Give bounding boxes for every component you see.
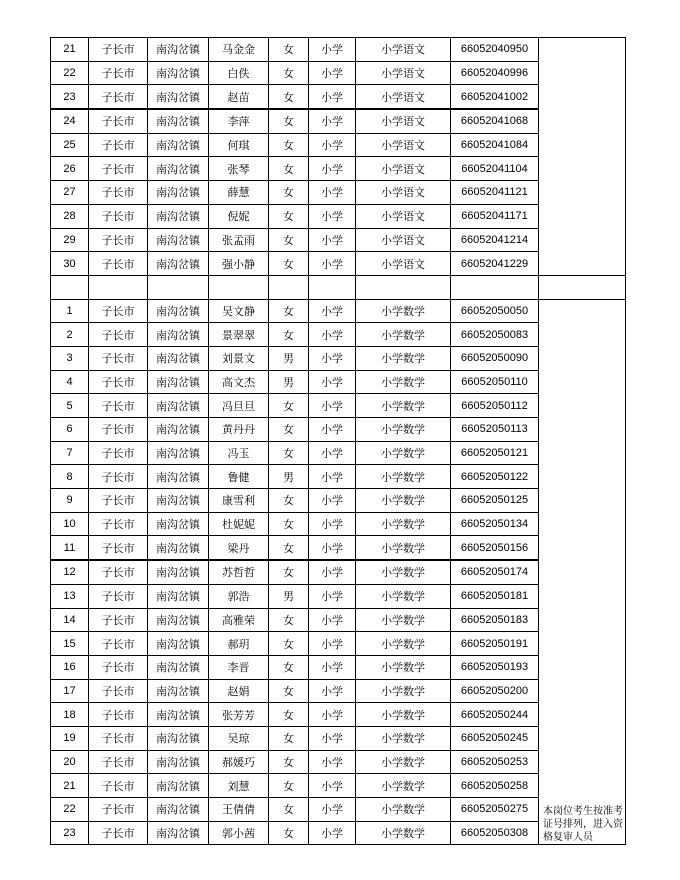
cell-level: 小学	[309, 418, 356, 442]
cell-town: 南沟岔镇	[148, 323, 209, 347]
cell-town: 南沟岔镇	[148, 61, 209, 85]
cell-city: 子长市	[89, 299, 148, 323]
cell-level: 小学	[309, 370, 356, 394]
cell-town: 南沟岔镇	[148, 608, 209, 632]
cell-level: 小学	[309, 798, 356, 822]
remark-text: 本岗位考生按准考证号排列，进入资格复审人员	[543, 806, 623, 844]
cell-name: 刘慧	[209, 774, 269, 798]
cell-city: 子长市	[89, 157, 148, 181]
cell-name: 郝媛巧	[209, 750, 269, 774]
cell-no: 27	[51, 181, 89, 205]
cell-name: 李萍	[209, 109, 269, 133]
cell-subject: 小学数学	[356, 346, 451, 370]
table-row	[51, 299, 626, 323]
cell-city: 子长市	[89, 821, 148, 845]
cell-level: 小学	[309, 655, 356, 679]
cell-subject: 小学数学	[356, 750, 451, 774]
cell-gender: 女	[269, 489, 309, 513]
cell-name: 赵娟	[209, 679, 269, 703]
remark-cell-section1	[539, 38, 626, 276]
cell-city: 子长市	[89, 679, 148, 703]
cell-name: 强小静	[209, 252, 269, 276]
cell-id: 66052041121	[451, 181, 539, 205]
cell-level: 小学	[309, 489, 356, 513]
spacer-row	[51, 275, 626, 299]
cell-subject: 小学数学	[356, 798, 451, 822]
cell-city: 子长市	[89, 703, 148, 727]
cell-city: 子长市	[89, 608, 148, 632]
cell-gender: 男	[269, 465, 309, 489]
cell-subject: 小学数学	[356, 821, 451, 845]
cell-subject: 小学数学	[356, 774, 451, 798]
cell-name: 吴文静	[209, 299, 269, 323]
cell-no: 14	[51, 608, 89, 632]
cell-level: 小学	[309, 821, 356, 845]
cell-town: 南沟岔镇	[148, 38, 209, 62]
cell-subject: 小学数学	[356, 512, 451, 536]
cell-id: 66052050121	[451, 441, 539, 465]
cell-town: 南沟岔镇	[148, 703, 209, 727]
cell-id: 66052050174	[451, 560, 539, 584]
cell-town: 南沟岔镇	[148, 655, 209, 679]
cell-city: 子长市	[89, 370, 148, 394]
cell-no: 23	[51, 821, 89, 845]
cell-town: 南沟岔镇	[148, 157, 209, 181]
cell-gender: 女	[269, 512, 309, 536]
cell-level: 小学	[309, 85, 356, 109]
cell-level: 小学	[309, 299, 356, 323]
cell-city: 子长市	[89, 204, 148, 228]
cell-no: 18	[51, 703, 89, 727]
cell-id: 66052050110	[451, 370, 539, 394]
cell-name: 倪妮	[209, 204, 269, 228]
cell-city: 子长市	[89, 726, 148, 750]
empty-cell	[269, 275, 309, 299]
cell-level: 小学	[309, 679, 356, 703]
cell-id: 66052050200	[451, 679, 539, 703]
cell-level: 小学	[309, 323, 356, 347]
cell-id: 66052040950	[451, 38, 539, 62]
cell-subject: 小学语文	[356, 85, 451, 109]
cell-gender: 女	[269, 109, 309, 133]
cell-id: 66052041229	[451, 252, 539, 276]
cell-no: 8	[51, 465, 89, 489]
cell-level: 小学	[309, 536, 356, 560]
cell-city: 子长市	[89, 61, 148, 85]
cell-city: 子长市	[89, 489, 148, 513]
empty-cell	[539, 275, 626, 299]
cell-town: 南沟岔镇	[148, 726, 209, 750]
remark-cell	[539, 299, 626, 845]
cell-name: 郝玥	[209, 632, 269, 656]
cell-subject: 小学数学	[356, 679, 451, 703]
cell-city: 子长市	[89, 85, 148, 109]
cell-town: 南沟岔镇	[148, 204, 209, 228]
cell-subject: 小学语文	[356, 228, 451, 252]
cell-town: 南沟岔镇	[148, 632, 209, 656]
cell-subject: 小学数学	[356, 441, 451, 465]
cell-id: 66052050113	[451, 418, 539, 442]
cell-subject: 小学语文	[356, 61, 451, 85]
cell-id: 66052050275	[451, 798, 539, 822]
cell-id: 66052050090	[451, 346, 539, 370]
cell-city: 子长市	[89, 465, 148, 489]
cell-subject: 小学语文	[356, 204, 451, 228]
cell-city: 子长市	[89, 109, 148, 133]
cell-name: 鲁健	[209, 465, 269, 489]
cell-city: 子长市	[89, 632, 148, 656]
cell-city: 子长市	[89, 798, 148, 822]
cell-town: 南沟岔镇	[148, 774, 209, 798]
cell-gender: 女	[269, 798, 309, 822]
cell-town: 南沟岔镇	[148, 346, 209, 370]
cell-town: 南沟岔镇	[148, 252, 209, 276]
cell-no: 21	[51, 38, 89, 62]
cell-gender: 女	[269, 228, 309, 252]
cell-town: 南沟岔镇	[148, 418, 209, 442]
cell-city: 子长市	[89, 418, 148, 442]
cell-subject: 小学数学	[356, 418, 451, 442]
cell-subject: 小学数学	[356, 608, 451, 632]
cell-level: 小学	[309, 181, 356, 205]
candidate-table	[50, 37, 626, 845]
cell-name: 张芳芳	[209, 703, 269, 727]
cell-name: 冯玉	[209, 441, 269, 465]
cell-name: 高雅荣	[209, 608, 269, 632]
cell-gender: 女	[269, 703, 309, 727]
cell-gender: 女	[269, 133, 309, 157]
cell-level: 小学	[309, 204, 356, 228]
cell-subject: 小学数学	[356, 323, 451, 347]
cell-no: 5	[51, 394, 89, 418]
cell-subject: 小学数学	[356, 584, 451, 608]
cell-level: 小学	[309, 608, 356, 632]
cell-level: 小学	[309, 584, 356, 608]
cell-city: 子长市	[89, 228, 148, 252]
cell-no: 24	[51, 109, 89, 133]
cell-id: 66052050183	[451, 608, 539, 632]
cell-gender: 女	[269, 38, 309, 62]
cell-id: 66052041068	[451, 109, 539, 133]
page-bottom-margin	[0, 845, 680, 880]
cell-no: 17	[51, 679, 89, 703]
empty-cell	[309, 275, 356, 299]
cell-city: 子长市	[89, 584, 148, 608]
cell-id: 66052041104	[451, 157, 539, 181]
cell-name: 张孟雨	[209, 228, 269, 252]
cell-town: 南沟岔镇	[148, 750, 209, 774]
cell-level: 小学	[309, 560, 356, 584]
cell-gender: 女	[269, 204, 309, 228]
cell-no: 20	[51, 750, 89, 774]
cell-gender: 女	[269, 560, 309, 584]
cell-gender: 女	[269, 821, 309, 845]
cell-city: 子长市	[89, 252, 148, 276]
cell-id: 66052050125	[451, 489, 539, 513]
cell-subject: 小学语文	[356, 133, 451, 157]
cell-id: 66052050122	[451, 465, 539, 489]
cell-city: 子长市	[89, 536, 148, 560]
cell-level: 小学	[309, 133, 356, 157]
cell-city: 子长市	[89, 346, 148, 370]
cell-name: 赵苗	[209, 85, 269, 109]
cell-city: 子长市	[89, 394, 148, 418]
cell-gender: 女	[269, 323, 309, 347]
cell-id: 66052050244	[451, 703, 539, 727]
cell-gender: 女	[269, 655, 309, 679]
empty-cell	[209, 275, 269, 299]
cell-subject: 小学语文	[356, 181, 451, 205]
cell-level: 小学	[309, 157, 356, 181]
cell-no: 23	[51, 85, 89, 109]
cell-no: 15	[51, 632, 89, 656]
cell-no: 10	[51, 512, 89, 536]
cell-gender: 女	[269, 750, 309, 774]
cell-gender: 女	[269, 157, 309, 181]
cell-town: 南沟岔镇	[148, 821, 209, 845]
cell-gender: 女	[269, 418, 309, 442]
cell-subject: 小学数学	[356, 489, 451, 513]
cell-name: 冯旦旦	[209, 394, 269, 418]
cell-no: 9	[51, 489, 89, 513]
cell-town: 南沟岔镇	[148, 465, 209, 489]
cell-level: 小学	[309, 774, 356, 798]
cell-no: 12	[51, 560, 89, 584]
cell-city: 子长市	[89, 441, 148, 465]
cell-level: 小学	[309, 750, 356, 774]
cell-no: 11	[51, 536, 89, 560]
cell-no: 7	[51, 441, 89, 465]
cell-no: 3	[51, 346, 89, 370]
cell-no: 13	[51, 584, 89, 608]
cell-id: 66052041002	[451, 85, 539, 109]
cell-town: 南沟岔镇	[148, 133, 209, 157]
cell-id: 66052050083	[451, 323, 539, 347]
cell-no: 4	[51, 370, 89, 394]
cell-no: 28	[51, 204, 89, 228]
cell-name: 梁丹	[209, 536, 269, 560]
table-body	[51, 38, 626, 845]
cell-gender: 女	[269, 181, 309, 205]
cell-city: 子长市	[89, 655, 148, 679]
cell-id: 66052050134	[451, 512, 539, 536]
cell-city: 子长市	[89, 560, 148, 584]
cell-no: 1	[51, 299, 89, 323]
cell-id: 66052041171	[451, 204, 539, 228]
cell-name: 高文杰	[209, 370, 269, 394]
cell-name: 康雪利	[209, 489, 269, 513]
cell-gender: 男	[269, 346, 309, 370]
cell-town: 南沟岔镇	[148, 679, 209, 703]
cell-id: 66052050191	[451, 632, 539, 656]
cell-no: 22	[51, 798, 89, 822]
cell-gender: 男	[269, 584, 309, 608]
cell-subject: 小学数学	[356, 632, 451, 656]
cell-town: 南沟岔镇	[148, 394, 209, 418]
cell-subject: 小学语文	[356, 109, 451, 133]
cell-town: 南沟岔镇	[148, 489, 209, 513]
cell-name: 郭浩	[209, 584, 269, 608]
cell-name: 苏哲哲	[209, 560, 269, 584]
cell-id: 66052050156	[451, 536, 539, 560]
cell-level: 小学	[309, 109, 356, 133]
cell-level: 小学	[309, 632, 356, 656]
cell-town: 南沟岔镇	[148, 299, 209, 323]
cell-town: 南沟岔镇	[148, 441, 209, 465]
cell-level: 小学	[309, 346, 356, 370]
cell-gender: 女	[269, 252, 309, 276]
cell-subject: 小学数学	[356, 370, 451, 394]
cell-city: 子长市	[89, 750, 148, 774]
cell-no: 16	[51, 655, 89, 679]
cell-town: 南沟岔镇	[148, 85, 209, 109]
cell-no: 19	[51, 726, 89, 750]
cell-id: 66052050112	[451, 394, 539, 418]
cell-subject: 小学数学	[356, 655, 451, 679]
cell-city: 子长市	[89, 323, 148, 347]
cell-subject: 小学数学	[356, 560, 451, 584]
cell-id: 66052041084	[451, 133, 539, 157]
cell-town: 南沟岔镇	[148, 109, 209, 133]
cell-gender: 男	[269, 370, 309, 394]
cell-level: 小学	[309, 726, 356, 750]
cell-city: 子长市	[89, 133, 148, 157]
cell-subject: 小学数学	[356, 394, 451, 418]
empty-cell	[451, 275, 539, 299]
cell-name: 白佚	[209, 61, 269, 85]
cell-town: 南沟岔镇	[148, 798, 209, 822]
cell-id: 66052050050	[451, 299, 539, 323]
cell-no: 26	[51, 157, 89, 181]
cell-gender: 女	[269, 61, 309, 85]
cell-name: 何琪	[209, 133, 269, 157]
cell-level: 小学	[309, 38, 356, 62]
cell-city: 子长市	[89, 512, 148, 536]
cell-name: 郭小茜	[209, 821, 269, 845]
cell-subject: 小学数学	[356, 726, 451, 750]
cell-gender: 女	[269, 679, 309, 703]
cell-subject: 小学语文	[356, 252, 451, 276]
cell-town: 南沟岔镇	[148, 584, 209, 608]
cell-town: 南沟岔镇	[148, 370, 209, 394]
cell-gender: 女	[269, 85, 309, 109]
cell-id: 66052050253	[451, 750, 539, 774]
cell-gender: 女	[269, 394, 309, 418]
cell-city: 子长市	[89, 181, 148, 205]
cell-town: 南沟岔镇	[148, 181, 209, 205]
cell-gender: 女	[269, 726, 309, 750]
cell-no: 21	[51, 774, 89, 798]
cell-town: 南沟岔镇	[148, 560, 209, 584]
cell-subject: 小学数学	[356, 465, 451, 489]
cell-id: 66052050181	[451, 584, 539, 608]
cell-town: 南沟岔镇	[148, 228, 209, 252]
cell-subject: 小学数学	[356, 299, 451, 323]
cell-id: 66052040996	[451, 61, 539, 85]
cell-subject: 小学数学	[356, 703, 451, 727]
cell-no: 25	[51, 133, 89, 157]
cell-gender: 女	[269, 441, 309, 465]
cell-name: 张琴	[209, 157, 269, 181]
cell-level: 小学	[309, 252, 356, 276]
cell-name: 薛慧	[209, 181, 269, 205]
cell-level: 小学	[309, 441, 356, 465]
cell-id: 66052050308	[451, 821, 539, 845]
cell-city: 子长市	[89, 38, 148, 62]
cell-city: 子长市	[89, 774, 148, 798]
empty-cell	[89, 275, 148, 299]
cell-no: 29	[51, 228, 89, 252]
cell-no: 6	[51, 418, 89, 442]
cell-gender: 女	[269, 608, 309, 632]
cell-town: 南沟岔镇	[148, 536, 209, 560]
empty-cell	[356, 275, 451, 299]
cell-no: 2	[51, 323, 89, 347]
cell-town: 南沟岔镇	[148, 512, 209, 536]
cell-level: 小学	[309, 703, 356, 727]
table-row	[51, 38, 626, 62]
cell-id: 66052050258	[451, 774, 539, 798]
cell-level: 小学	[309, 394, 356, 418]
cell-subject: 小学语文	[356, 157, 451, 181]
cell-level: 小学	[309, 465, 356, 489]
cell-no: 22	[51, 61, 89, 85]
cell-name: 吴琼	[209, 726, 269, 750]
cell-gender: 女	[269, 774, 309, 798]
empty-cell	[51, 275, 89, 299]
cell-gender: 女	[269, 536, 309, 560]
cell-name: 马金金	[209, 38, 269, 62]
cell-name: 王倩倩	[209, 798, 269, 822]
cell-level: 小学	[309, 61, 356, 85]
cell-gender: 女	[269, 299, 309, 323]
cell-id: 66052050193	[451, 655, 539, 679]
cell-name: 黄丹丹	[209, 418, 269, 442]
cell-name: 李晋	[209, 655, 269, 679]
cell-name: 刘景文	[209, 346, 269, 370]
cell-id: 66052050245	[451, 726, 539, 750]
cell-name: 杜妮妮	[209, 512, 269, 536]
cell-id: 66052041214	[451, 228, 539, 252]
cell-no: 30	[51, 252, 89, 276]
cell-subject: 小学数学	[356, 536, 451, 560]
cell-level: 小学	[309, 228, 356, 252]
cell-level: 小学	[309, 512, 356, 536]
cell-name: 景翠翠	[209, 323, 269, 347]
cell-gender: 女	[269, 632, 309, 656]
empty-cell	[148, 275, 209, 299]
cell-subject: 小学语文	[356, 38, 451, 62]
